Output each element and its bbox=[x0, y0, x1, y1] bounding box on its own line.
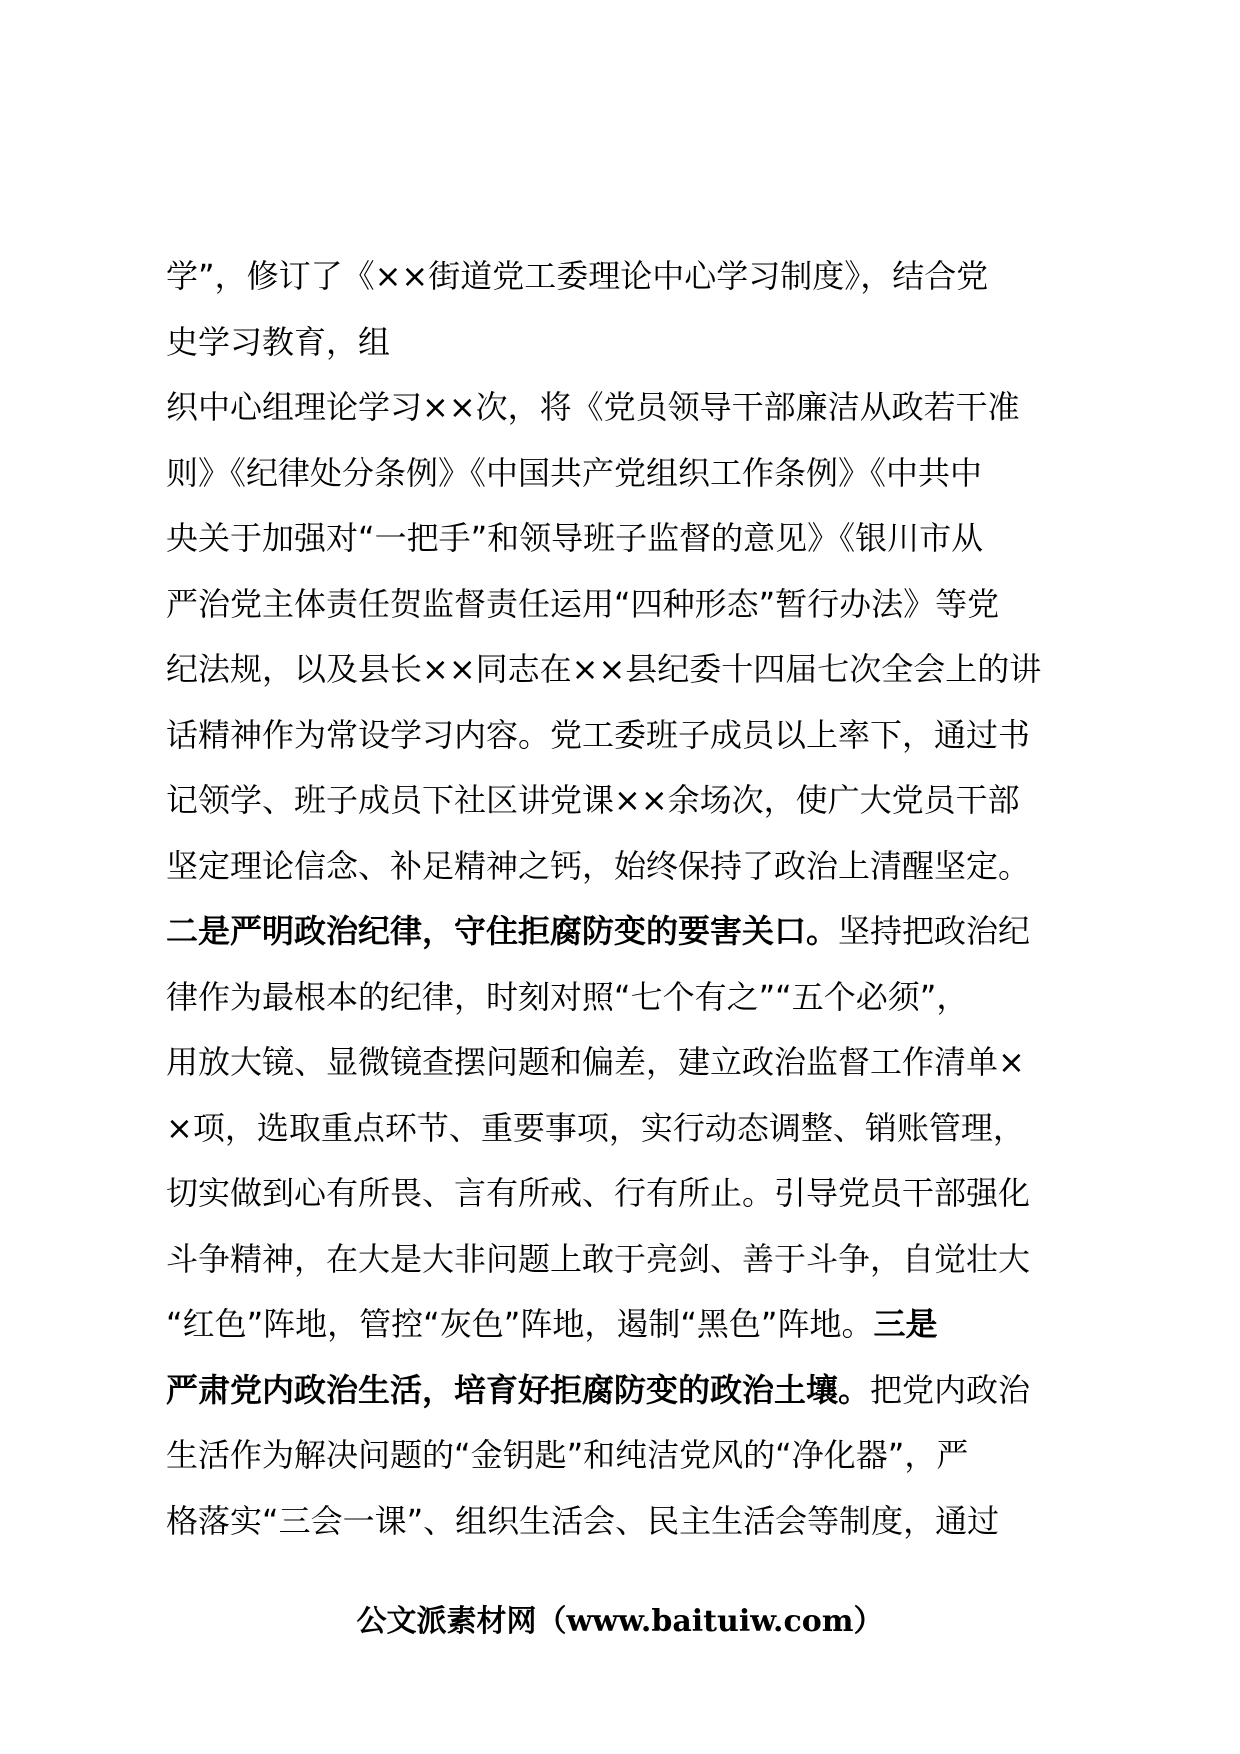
bold-text-segment: 二是严明政治纪律，守住拒腐防变的要害关口。 bbox=[166, 912, 839, 950]
footer-watermark: 公文派素材网（www.baituiw.com） bbox=[356, 1604, 884, 1639]
text-segment: 用放大镜、显微镜查摆问题和偏差，建立政治监督工作清单× bbox=[166, 1043, 1025, 1081]
text-segment: 则》《纪律处分条例》《中国共产党组织工作条例》《中共中 bbox=[166, 453, 983, 492]
text-line bbox=[166, 1292, 1086, 1358]
text-segment: 严治党主体责任贺监督责任运用“四种形态”暂行办法》等党 bbox=[166, 584, 1000, 623]
text-segment: 把党内政治 bbox=[870, 1370, 1031, 1409]
text-line bbox=[166, 1030, 1086, 1096]
text-segment: 格落实“三会一课”、组织生活会、民主生活会等制度，通过 bbox=[166, 1501, 1000, 1540]
text-line bbox=[166, 375, 1086, 441]
text-line bbox=[166, 768, 1086, 834]
text-segment: 坚定理论信念、补足精神之钙，始终保持了政治上清醒坚定。 bbox=[166, 846, 1031, 885]
text-segment: “红色”阵地，管控“灰色”阵地，遏制“黑色”阵地。 bbox=[166, 1305, 874, 1343]
text-segment: 央关于加强对“一把手”和领导班子监督的意见》《银川市从 bbox=[166, 519, 984, 557]
text-segment: 史学习教育，组 bbox=[166, 322, 391, 361]
text-segment: 斗争精神，在大是大非问题上敢于亮剑、善于斗争，自觉壮大 bbox=[166, 1239, 1031, 1278]
text-line bbox=[166, 965, 1086, 1031]
text-segment: 坚持把政治纪 bbox=[838, 912, 1031, 950]
text-line bbox=[166, 310, 1086, 376]
text-segment: 切实做到心有所畏、言有所戒、行有所止。引导党员干部强化 bbox=[166, 1174, 1031, 1212]
text-segment: 织中心组理论学习××次，将《党员领导干部廉洁从政若干准 bbox=[166, 388, 1020, 426]
document-body bbox=[166, 244, 1086, 1554]
text-line bbox=[166, 703, 1086, 769]
text-segment: 律作为最根本的纪律，时刻对照“七个有之”“五个必须”， bbox=[166, 977, 969, 1016]
text-line bbox=[166, 637, 1086, 703]
bold-text-segment: 严肃党内政治生活，培育好拒腐防变的政治土壤。 bbox=[166, 1370, 871, 1409]
text-line bbox=[166, 834, 1086, 900]
text-line bbox=[166, 1161, 1086, 1227]
text-line bbox=[166, 1096, 1086, 1162]
text-line bbox=[166, 1358, 1086, 1424]
text-line bbox=[166, 1227, 1086, 1293]
text-line bbox=[166, 506, 1086, 572]
text-segment: 生活作为解决问题的“金钥匙”和纯洁党风的“净化器”，严 bbox=[166, 1436, 969, 1474]
text-segment: 记领学、班子成员下社区讲党课××余场次，使广大党员干部 bbox=[166, 781, 1020, 819]
text-line bbox=[166, 1423, 1086, 1489]
text-segment: ×项，选取重点环节、重要事项，实行动态调整、销账管理， bbox=[166, 1108, 1025, 1147]
text-line bbox=[166, 1489, 1086, 1555]
text-segment: 学”，修订了《××街道党工委理论中心学习制度》，结合党 bbox=[166, 257, 989, 295]
text-line bbox=[166, 244, 1086, 310]
text-line bbox=[166, 572, 1086, 638]
text-line bbox=[166, 899, 1086, 965]
bold-text-segment: 三是 bbox=[873, 1305, 938, 1343]
text-line bbox=[166, 441, 1086, 507]
text-segment: 话精神作为常设学习内容。党工委班子成员以上率下，通过书 bbox=[166, 715, 1031, 754]
text-segment: 纪法规，以及县长××同志在××县纪委十四届七次全会上的讲 bbox=[166, 650, 1042, 688]
